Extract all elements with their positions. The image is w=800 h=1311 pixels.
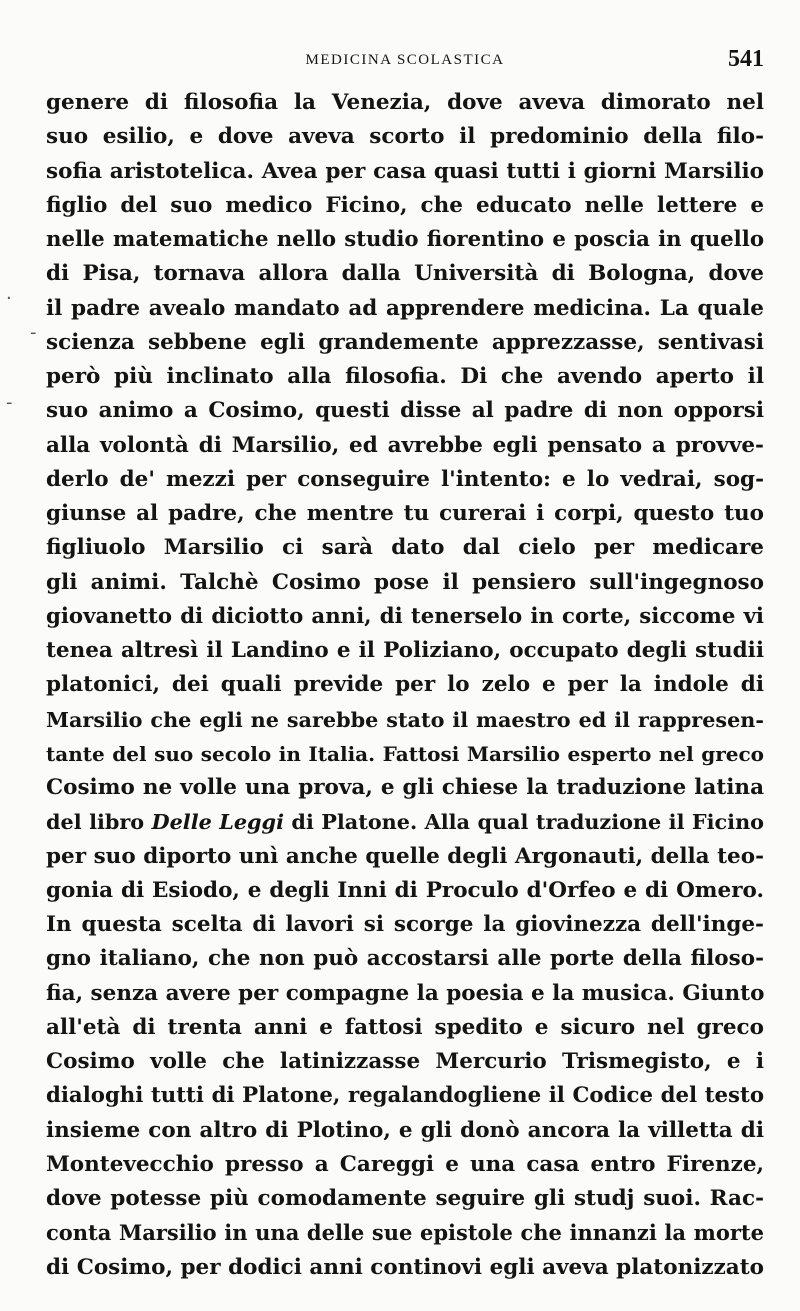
text-line: genere di filosofia la Venezia, dove aveva dimorato nel	[46, 90, 764, 115]
italic-book-title: Delle Leggi	[151, 810, 284, 835]
text-line: suo esilio, e dove aveva scorto il predominio della filo-	[46, 124, 764, 150]
text-line: insieme con altro di Plotino, e gli donò ancora la villetta di	[46, 1117, 764, 1143]
text-line: suo animo a Cosimo, questi disse al padre di non opporsi	[46, 398, 764, 424]
text-line: dove potesse più comodamente seguire gli studj suoi. Rac-	[46, 1186, 764, 1211]
text-line	[46, 805, 764, 839]
text-line: sofia aristotelica. Avea per casa quasi tutti i giorni Marsilio	[46, 158, 764, 184]
text-line: dialoghi tutti di Platone, regalandogliene il Codice del testo	[46, 1083, 764, 1109]
text-line: Cosimo ne volle una prova, e gli chiese la traduzione latina	[46, 775, 764, 800]
text-line: fia, senza avere per compagne la poesia e la musica. Giunto	[46, 980, 764, 1006]
text-line: all'età di trenta anni e fattosi spedito e sicuro nel greco	[46, 1014, 764, 1040]
text-line: però più inclinato alla filosofia. Di che avendo aperto il	[46, 364, 764, 389]
margin-dash: -	[30, 322, 37, 343]
page-number: 541	[728, 46, 764, 72]
text-line: Marsilio che egli ne sarebbe stato il maestro ed il rappresen-	[46, 707, 764, 732]
text-fragment: di Platone. Alla qual traduzione il Ficino	[283, 810, 764, 835]
text-line: figlio del suo medico Ficino, che educato nelle lettere e	[46, 192, 764, 218]
body-text	[46, 86, 764, 1285]
text-line: In questa scelta di lavori si scorge la giovinezza dell'inge-	[46, 912, 764, 937]
text-line: alla volontà di Marsilio, ed avrebbe egli pensato a provve-	[46, 432, 764, 458]
text-line: derlo de' mezzi per conseguire l'intento: e lo vedrai, sog-	[46, 466, 764, 492]
text-line: giovanetto di diciotto anni, di tenerselo in corte, siccome vi	[46, 603, 764, 629]
text-line: tante del suo secolo in Italia. Fattosi Marsilio esperto nel greco	[46, 741, 764, 766]
margin-dash: -	[6, 392, 13, 413]
text-line: figliuolo Marsilio ci sarà dato dal cielo per medicare	[46, 535, 764, 561]
text-line: gno italiano, che non può accostarsi alle porte della filoso-	[46, 946, 764, 972]
text-fragment: del libro	[46, 810, 152, 835]
text-line: Cosimo volle che latinizzasse Mercurio Trismegisto, e i	[46, 1049, 764, 1074]
text-line: di Pisa, tornava allora dalla Università di Bologna, dove	[46, 261, 764, 287]
margin-dot: ·	[6, 288, 12, 309]
text-line: nelle matematiche nello studio fiorentino e poscia in quello	[46, 227, 764, 252]
text-line: conta Marsilio in una delle sue epistole che innanzi la morte	[46, 1220, 764, 1246]
text-line: gonia di Esiodo, e degli Inni di Proculo d'Orfeo e di Omero.	[46, 877, 764, 903]
text-line: scienza sebbene egli grandemente apprezzasse, sentivasi	[46, 329, 764, 355]
running-title: MEDICINA SCOLASTICA	[305, 52, 505, 68]
text-line: tenea altresì il Landino e il Poliziano, occupato degli studii	[46, 638, 764, 663]
text-line: platonici, dei quali previde per lo zelo e per la indole di	[46, 672, 764, 698]
text-line: di Cosimo, per dodici anni continovi egli aveva platonizzato	[46, 1254, 764, 1280]
text-line: giunse al padre, che mentre tu curerai i corpi, questo tuo	[46, 501, 764, 526]
text-line: Montevecchio presso a Careggi e una casa entro Firenze,	[46, 1151, 764, 1177]
text-line: per suo diporto unì anche quelle degli Argonauti, della teo-	[46, 843, 764, 869]
text-line: gli animi. Talchè Cosimo pose il pensiero sull'ingegnoso	[46, 569, 764, 595]
running-head	[46, 46, 764, 80]
text-line: il padre avealo mandato ad apprendere medicina. La quale	[46, 295, 764, 321]
